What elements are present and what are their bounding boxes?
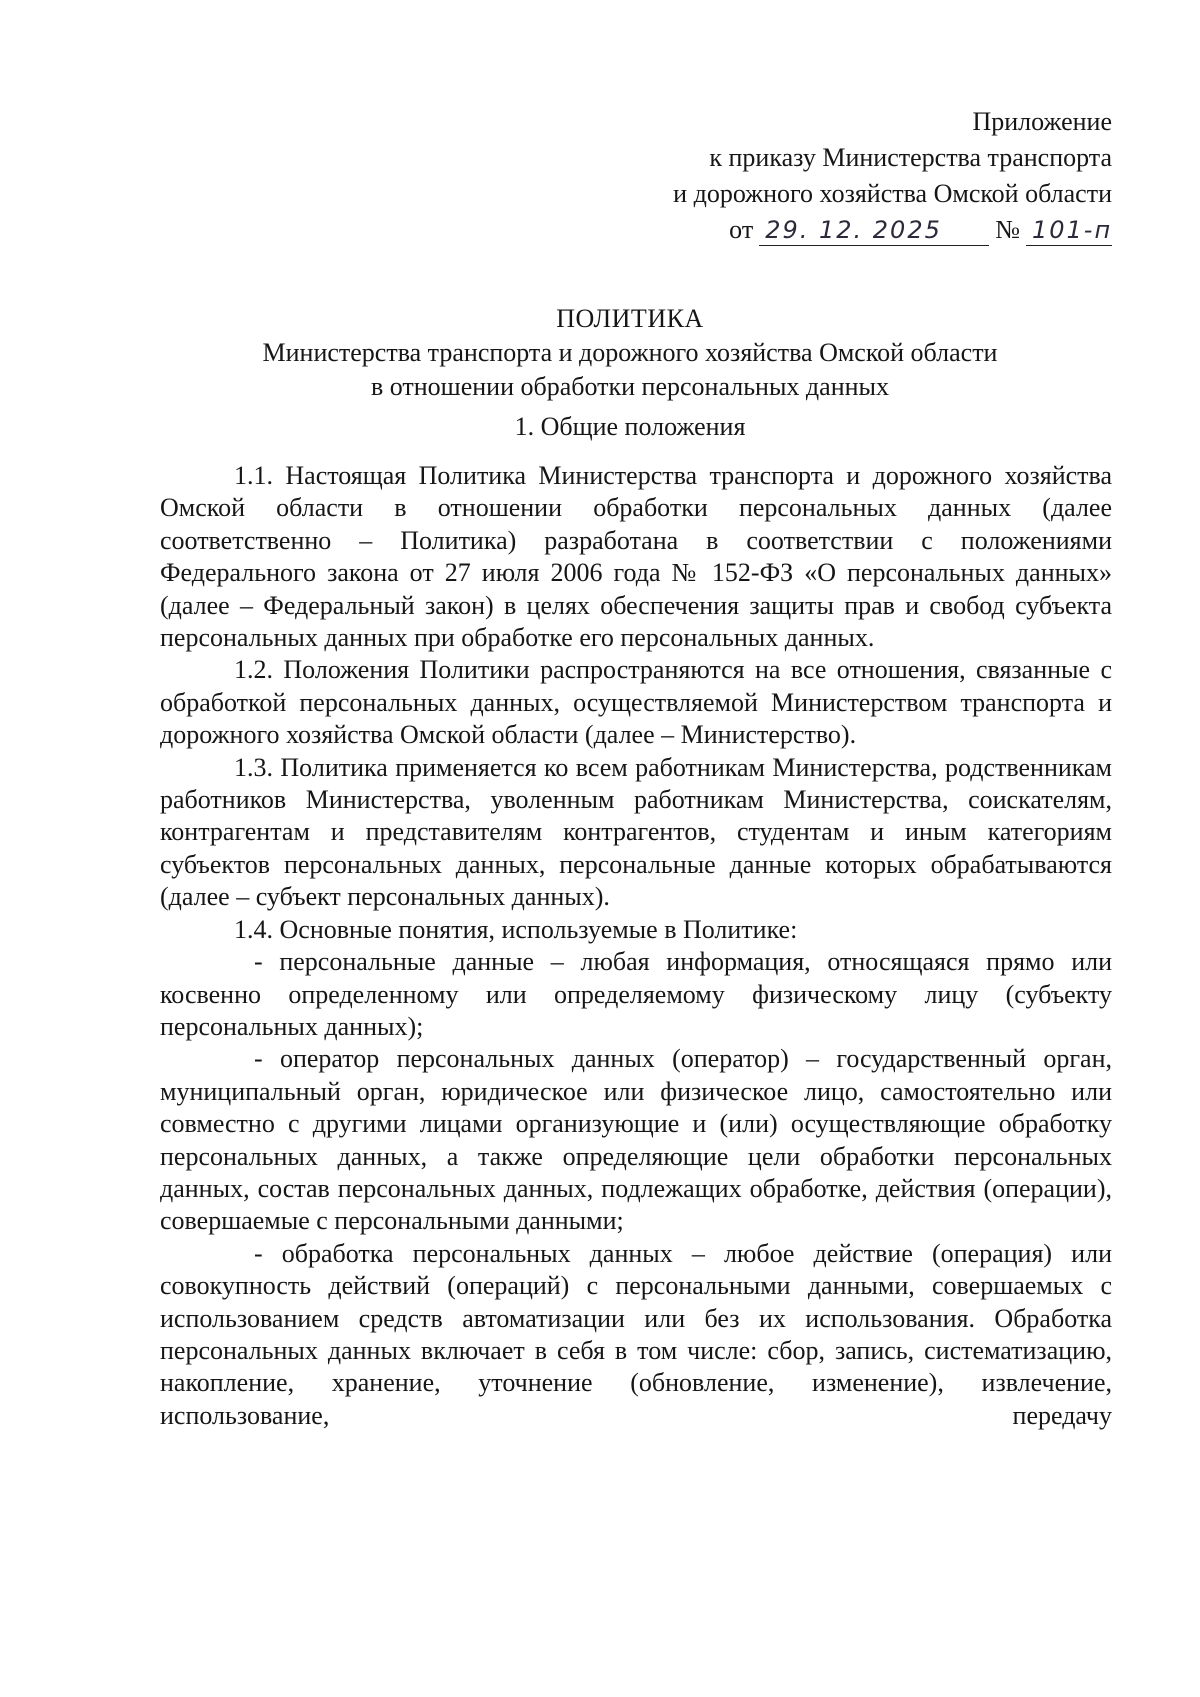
handwritten-order-number: 101-п — [1026, 215, 1112, 246]
paragraph-1-4: 1.4. Основные понятия, используемые в Политике: — [234, 914, 798, 944]
appendix-header — [673, 104, 1112, 248]
paragraph-1-1: 1.1. Настоящая Политика Министерства транспорта и дорожного хозяйства Омской области в отношении обработки персональных данных (далее соответственно – Политика) разработана в соответствии с положениями Федерального закона от 27 июля 2006 года № 152-ФЗ «О персональных данных» (далее – Федеральный закон) в целях обеспечения защиты прав и свобод субъекта персональных данных при обработке его персональных данных. — [160, 461, 1112, 653]
title-subtitle-line1: Министерства транспорта и дорожного хозяйства Омской области — [262, 338, 998, 367]
order-reference-line1: к приказу Министерства транспорта — [709, 143, 1112, 172]
paragraph-1-3: 1.3. Политика применяется ко всем работникам Министерства, родственникам работников Министерства, уволенным работникам Министерства, соискателям, контрагентам и представителям контрагентов, студентам и иным категориям субъектов персональных данных, персональные данные которых обрабатываются (далее – субъект персональных данных). — [160, 752, 1112, 912]
order-reference-line2: и дорожного хозяйства Омской области — [673, 179, 1112, 208]
order-date-number-line — [673, 212, 1112, 248]
handwritten-date: 29. 12. 2025 — [759, 215, 989, 246]
paragraph-1-2: 1.2. Положения Политики распространяются на все отношения, связанные с обработкой персональных данных, осуществляемой Министерством транспорта и дорожного хозяйства Омской области (далее – Министерство). — [160, 655, 1112, 750]
title-subtitle-line2: в отношении обработки персональных данных — [370, 372, 890, 401]
title-main: ПОЛИТИКА — [556, 304, 704, 333]
date-prefix: от — [729, 215, 754, 244]
definition-personal-data: - персональные данные – любая информация, относящаяся прямо или косвенно определенному или определяемому физическому лицу (субъекту персональных данных); — [160, 947, 1112, 1041]
appendix-label: Приложение — [972, 107, 1112, 136]
document-body — [160, 460, 1112, 1432]
number-label: № — [995, 215, 1020, 244]
definition-operator: - оператор персональных данных (оператор) – государственный орган, муниципальный орган, юридическое или физическое лицо, самостоятельно или совместно с другими лицами организующие и (или) осуществляющие обработку персональных данных, а также определяющие цели обработки персональных данных, состав персональных данных, подлежащих обработке, действия (операции), совершаемые с персональными данными; — [160, 1044, 1112, 1236]
document-title — [150, 302, 1110, 404]
definition-processing: - обработка персональных данных – любое действие (операция) или совокупность действий (операций) с персональными данными, совершаемых с использованием средств автоматизации или без их использования. Обработка персональных данных включает в себя в том числе: сбор, запись, систематизацию, накопление, хранение, уточнение (обновление, изменение), извлечение, использование, передачу — [160, 1238, 1112, 1430]
section-heading: 1. Общие положения — [514, 412, 746, 441]
